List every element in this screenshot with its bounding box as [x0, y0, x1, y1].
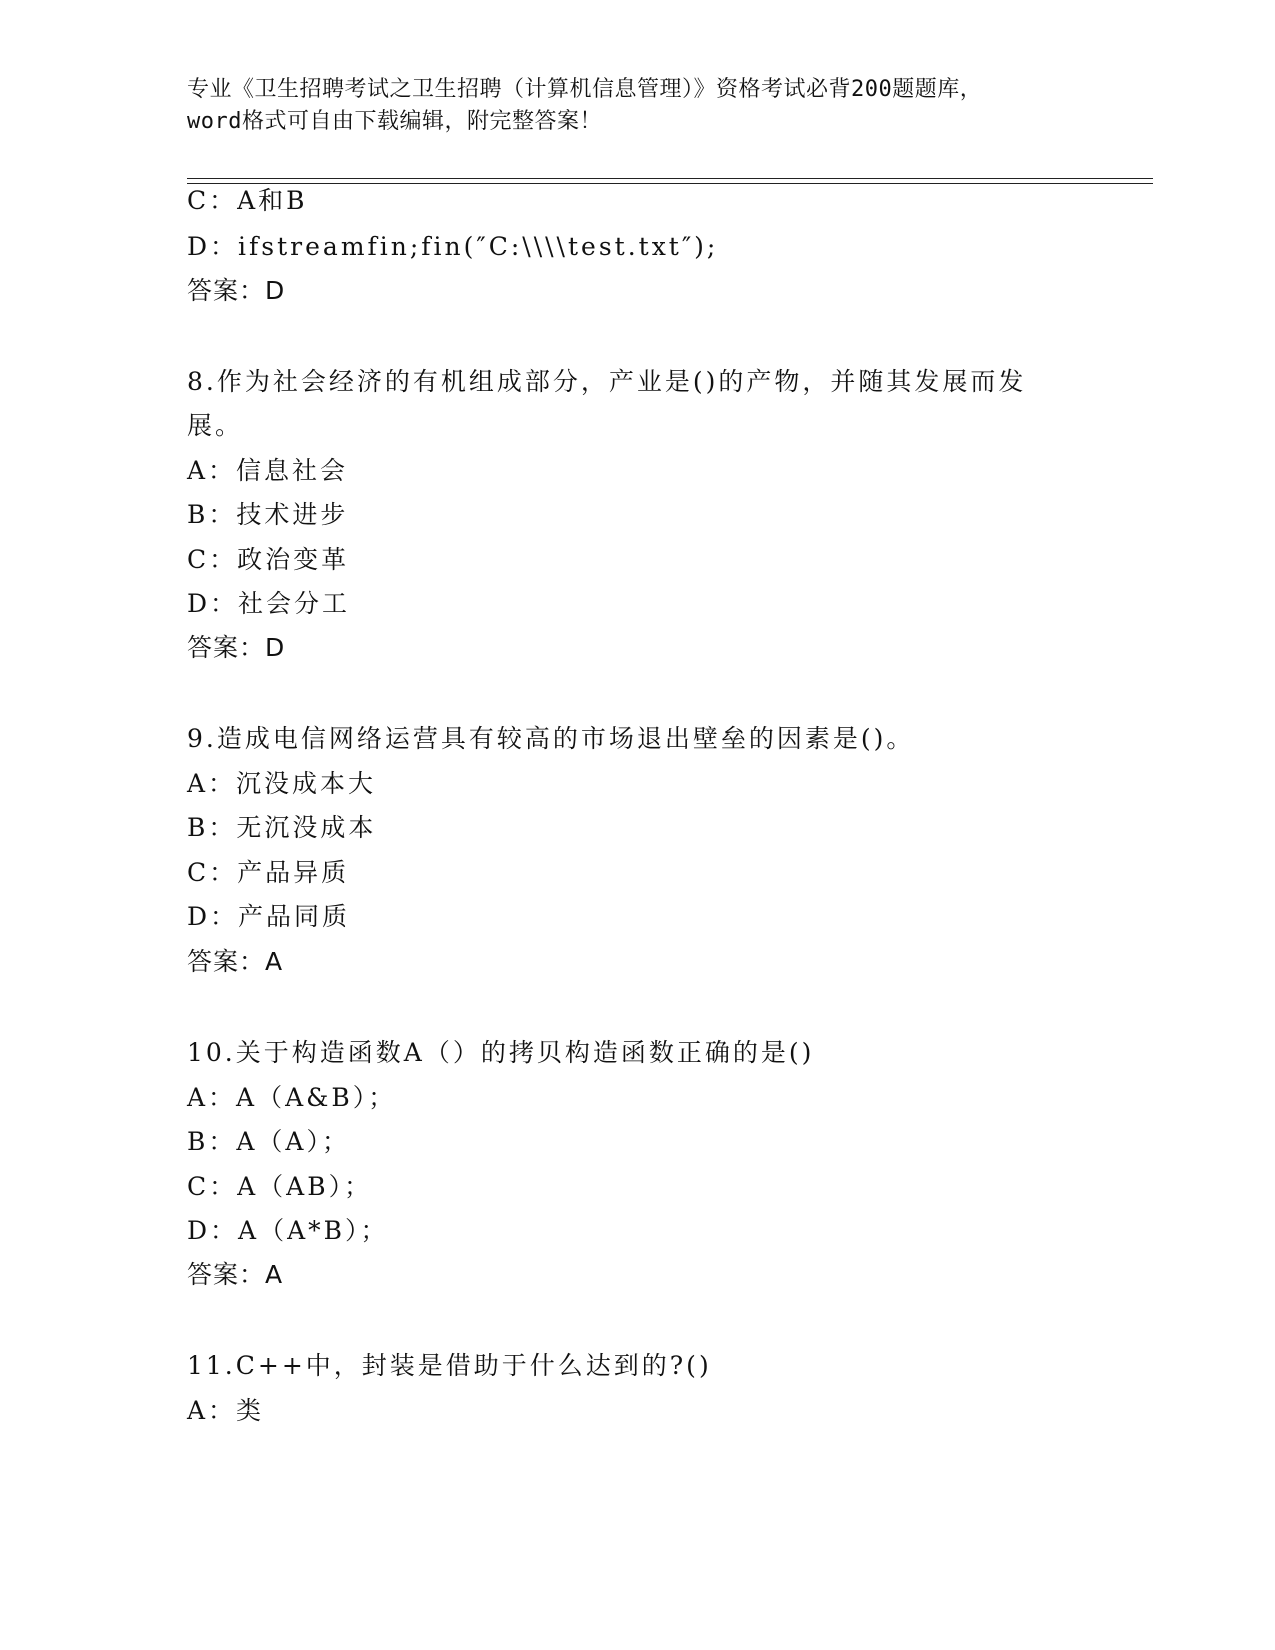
q8-option-c: C：政治变革 [187, 545, 350, 574]
q9-option-b: B：无沉没成本 [187, 813, 377, 842]
q10-option-b: B：A（A）； [187, 1127, 350, 1156]
prev-answer: 答案：D [187, 276, 286, 305]
header-title-line2: word格式可自由下载编辑，附完整答案！ [187, 109, 602, 134]
document-header [187, 74, 1087, 138]
q8-answer: 答案：D [187, 633, 286, 662]
q8-stem-line2: 展。 [187, 411, 244, 440]
prev-option-c: C：A和B [187, 186, 308, 215]
q9-option-a: A：沉没成本大 [187, 769, 377, 798]
q9-stem: 9.造成电信网络运营具有较高的市场退出壁垒的因素是()。 [187, 724, 915, 753]
q9-option-d: D：产品同质 [187, 902, 351, 931]
q10-stem: 10.关于构造函数A（）的拷贝构造函数正确的是() [187, 1038, 815, 1067]
q8-option-d: D：社会分工 [187, 589, 351, 618]
header-divider-bottom [187, 183, 1153, 184]
q10-answer: 答案：A [187, 1260, 284, 1289]
q9-answer: 答案：A [187, 947, 284, 976]
q8-option-a: A：信息社会 [187, 456, 349, 485]
q8-stem-line1: 8.作为社会经济的有机组成部分，产业是()的产物，并随其发展而发 [187, 367, 1027, 396]
q9-option-c: C：产品异质 [187, 858, 350, 887]
q8-option-b: B：技术进步 [187, 500, 349, 529]
prev-option-d: D：ifstreamfin;fin(″C:\\\\test.txt″); [187, 232, 719, 261]
q11-option-a: A：类 [187, 1396, 265, 1425]
q11-stem: 11.C++中，封装是借助于什么达到的?() [187, 1351, 712, 1380]
header-divider-top [187, 178, 1153, 179]
q10-option-c: C：A（AB）； [187, 1172, 373, 1201]
q10-option-d: D：A（A*B）； [187, 1216, 389, 1245]
q10-option-a: A：A（A&B）； [187, 1083, 397, 1112]
header-title-line1: 专业《卫生招聘考试之卫生招聘（计算机信息管理）》资格考试必背200题题库， [187, 77, 983, 102]
